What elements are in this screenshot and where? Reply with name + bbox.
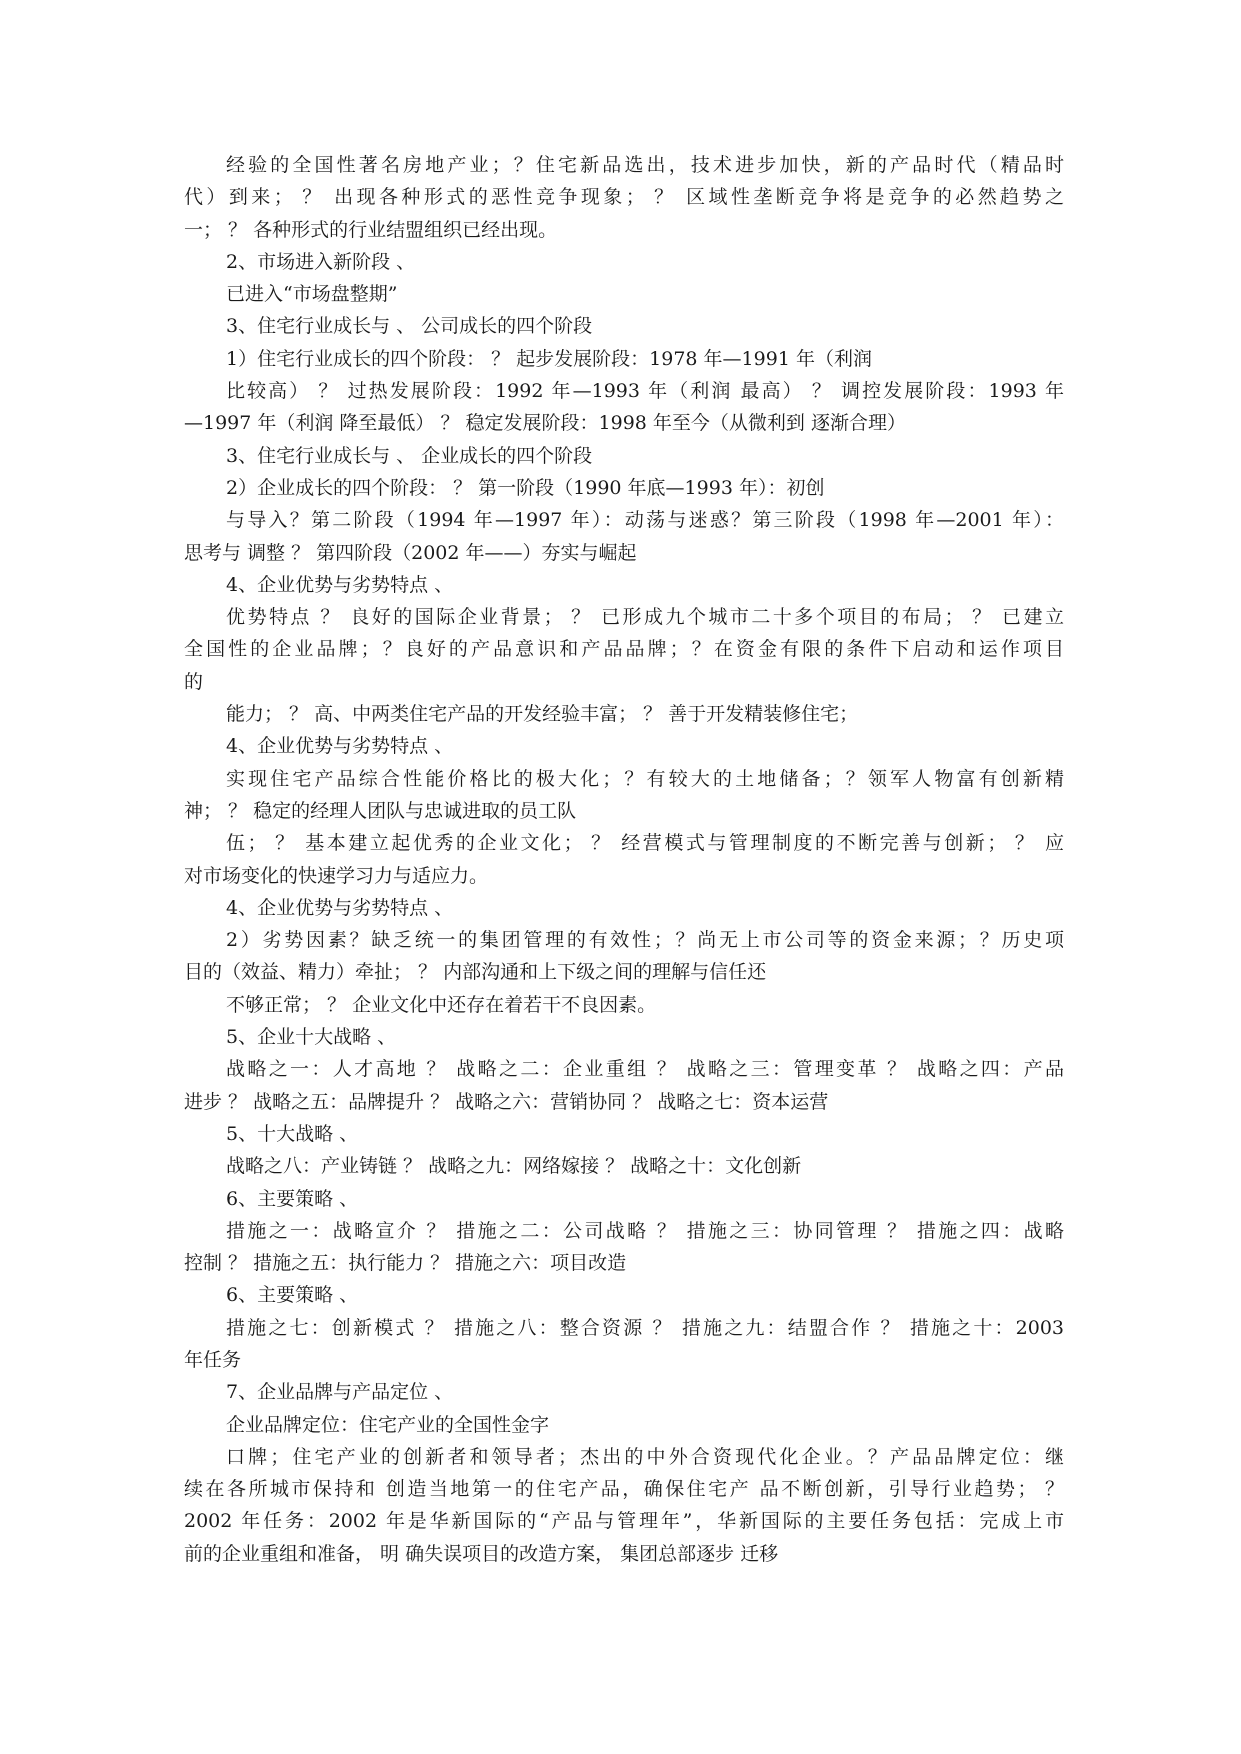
text-line: 2）劣势因素？缺乏统一的集团管理的有效性；？尚无上市公司等的资金来源；？历史项	[226, 929, 1064, 952]
text-line: 伍； ？ 基本建立起优秀的企业文化； ？ 经营模式与管理制度的不断完善与创新； ？ 应	[226, 832, 1064, 855]
section-heading: 7、企业品牌与产品定位 、	[226, 1381, 454, 1404]
document-body	[184, 149, 1064, 1570]
text-line: 年任务	[184, 1348, 242, 1371]
text-line: 代）到来； ？ 出现各种形式的恶性竞争现象； ？ 区域性垄断竞争将是竞争的必然趋势之	[184, 186, 1064, 209]
section-heading: 4、企业优势与劣势特点 、	[226, 896, 454, 919]
text-line: 措施之一：战略宣介 ？ 措施之二：公司战略 ？ 措施之三：协同管理 ？ 措施之四：战略	[226, 1219, 1064, 1242]
section-heading: 3、住宅行业成长与 、 企业成长的四个阶段	[226, 444, 593, 467]
text-line: 比较高） ？ 过热发展阶段：1992 年—1993 年（利润 最高） ？ 调控发展阶段：1993 年	[226, 380, 1064, 403]
section-heading: 6、主要策略 、	[226, 1284, 359, 1307]
section-heading: 4、企业优势与劣势特点 、	[226, 735, 454, 758]
text-line: 全国性的企业品牌；？良好的产品意识和产品品牌；？在资金有限的条件下启动和运作项目	[184, 638, 1064, 661]
text-line: 口牌；住宅产业的创新者和领导者；杰出的中外合资现代化企业。？产品品牌定位：继	[226, 1445, 1064, 1468]
section-heading: 4、企业优势与劣势特点 、	[226, 573, 454, 596]
text-line: 进步 ？ 战略之五：品牌提升 ？ 战略之六：营销协同 ？ 战略之七：资本运营	[184, 1090, 829, 1113]
section-heading: 6、主要策略 、	[226, 1187, 359, 1210]
text-line: 2002 年任务：2002 年是华新国际的“产品与管理年”，华新国际的主要任务包括：完成上市	[184, 1510, 1064, 1533]
section-heading: 3、住宅行业成长与 、 公司成长的四个阶段	[226, 315, 593, 338]
text-line: 战略之一：人才高地 ？ 战略之二：企业重组 ？ 战略之三：管理变革 ？ 战略之四：产品	[226, 1058, 1064, 1081]
text-line: 优势特点 ？ 良好的国际企业背景； ？ 已形成九个城市二十多个项目的布局； ？ 已建立	[226, 606, 1064, 629]
section-heading: 2、市场进入新阶段 、	[226, 250, 416, 273]
text-line: 经验的全国性著名房地产业；？住宅新品选出，技术进步加快，新的产品时代（精品时	[226, 154, 1064, 176]
text-line: 与导入？第二阶段（1994 年—1997 年）：动荡与迷惑？第三阶段（1998 年—2001 年）：	[226, 509, 1064, 532]
text-line: 续在各所城市保持和 创造当地第一的住宅产品，确保住宅产 品不断创新，引导行业趋势； ？	[184, 1478, 1064, 1501]
text-line: 实现住宅产品综合性能价格比的极大化；？有较大的土地储备；？领军人物富有创新精	[226, 767, 1064, 790]
text-line: 的	[184, 670, 204, 693]
text-line: 一； ？ 各种形式的行业结盟组织已经出现。	[184, 218, 558, 241]
text-line: 能力； ？ 高、中两类住宅产品的开发经验丰富； ？ 善于开发精装修住宅；	[226, 703, 859, 726]
text-line: 措施之七：创新模式 ？ 措施之八：整合资源 ？ 措施之九：结盟合作 ？ 措施之十：2003	[226, 1316, 1064, 1339]
text-line: 目的（效益、精力）牵扯； ？ 内部沟通和上下级之间的理解与信任还	[184, 961, 767, 984]
section-heading: 5、十大战略 、	[226, 1122, 359, 1145]
text-line: 思考与 调整 ？ 第四阶段（2002 年——）夯实与崛起	[184, 541, 637, 564]
text-line: 控制 ？ 措施之五：执行能力 ？ 措施之六：项目改造	[184, 1252, 627, 1275]
text-line: —1997 年（利润 降至最低） ？ 稳定发展阶段：1998 年至今（从微利到 逐渐合理）	[184, 412, 906, 435]
text-line: 企业品牌定位：住宅产业的全国性金字	[226, 1413, 550, 1436]
text-line: 对市场变化的快速学习力与适应力。	[184, 864, 489, 887]
text-line: 不够正常； ？ 企业文化中还存在着若干不良因素。	[226, 993, 657, 1016]
text-line: 战略之八：产业铸链 ？ 战略之九：网络嫁接 ？ 战略之十：文化创新	[226, 1155, 802, 1178]
section-heading: 5、企业十大战略 、	[226, 1026, 397, 1049]
text-line: 已进入“市场盘整期”	[226, 283, 398, 306]
text-line: 2）企业成长的四个阶段： ？ 第一阶段（1990 年底—1993 年）：初创	[226, 476, 825, 499]
text-line: 1）住宅行业成长的四个阶段： ？ 起步发展阶段：1978 年—1991 年（利润	[226, 347, 872, 370]
text-line: 神； ？ 稳定的经理人团队与忠诚进取的员工队	[184, 799, 577, 822]
text-line: 前的企业重组和准备， 明 确失误项目的改造方案， 集团总部逐步 迁移	[184, 1542, 779, 1565]
